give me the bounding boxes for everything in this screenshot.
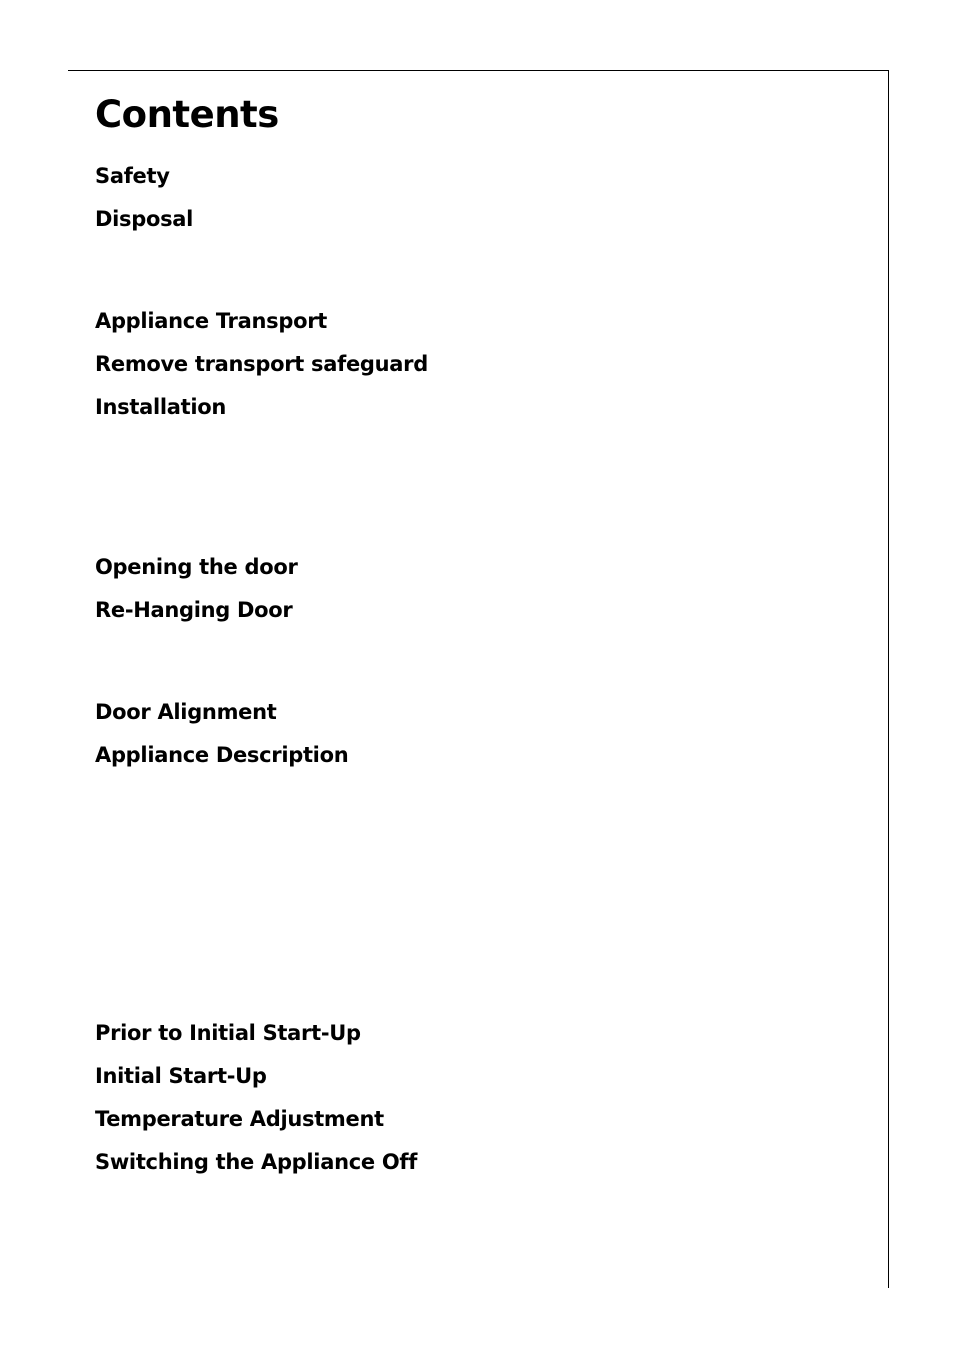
toc-entry-safety[interactable]: Safety [95, 164, 170, 188]
toc-entry-prior-to-initial-start-up[interactable]: Prior to Initial Start-Up [95, 1021, 361, 1045]
toc-entry-appliance-transport[interactable]: Appliance Transport [95, 309, 327, 333]
toc-entry-switching-the-appliance-off[interactable]: Switching the Appliance Off [95, 1150, 418, 1174]
page-title: Contents [95, 93, 279, 136]
toc-entry-re-hanging-door[interactable]: Re-Hanging Door [95, 598, 293, 622]
toc-entry-remove-transport-safeguard[interactable]: Remove transport safeguard [95, 352, 428, 376]
toc-entry-opening-the-door[interactable]: Opening the door [95, 555, 298, 579]
toc-entry-appliance-description[interactable]: Appliance Description [95, 743, 349, 767]
toc-entry-installation[interactable]: Installation [95, 395, 227, 419]
toc-entry-temperature-adjustment[interactable]: Temperature Adjustment [95, 1107, 384, 1131]
toc-entry-initial-start-up[interactable]: Initial Start-Up [95, 1064, 267, 1088]
toc-entry-disposal[interactable]: Disposal [95, 207, 194, 231]
toc-entry-door-alignment[interactable]: Door Alignment [95, 700, 277, 724]
